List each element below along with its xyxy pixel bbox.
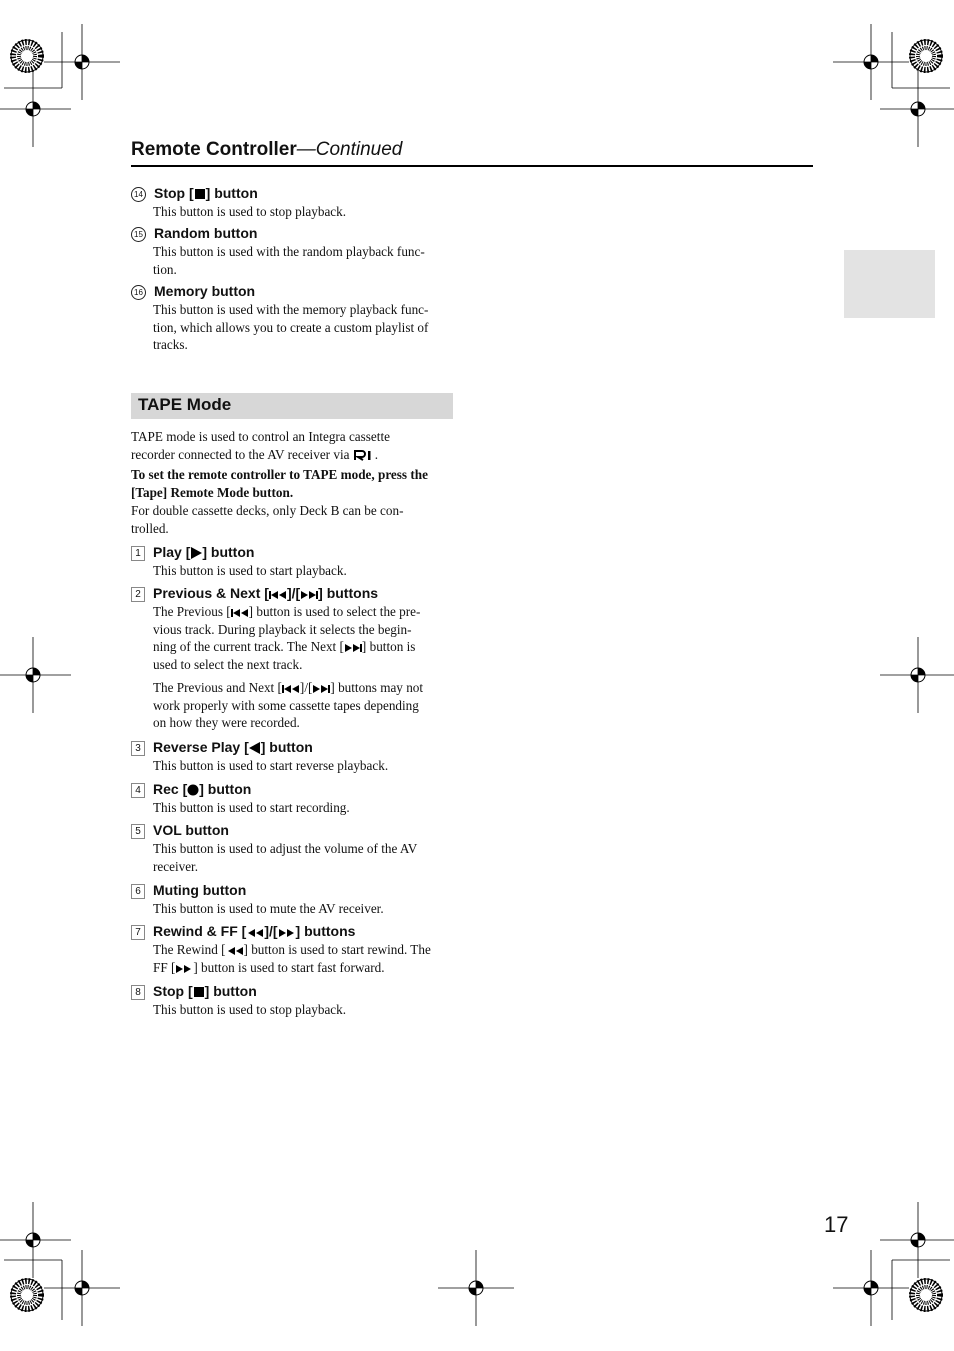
fast-forward-icon — [278, 928, 296, 938]
tape-item-4-desc: This button is used to start recording. — [153, 800, 350, 815]
item-number: 14 — [131, 187, 146, 202]
item-number: 3 — [131, 741, 145, 756]
item-number: 7 — [131, 925, 145, 940]
tape-item-5-desc: This button is used to adjust the volume of the AV receiver. — [153, 841, 418, 874]
tape-item-1-heading: 1 Play [ ] button — [131, 544, 254, 561]
page-number: 17 — [824, 1212, 849, 1237]
tape-intro: TAPE mode is used to control an Integra cassette recorder connected to the AV receiver via . — [131, 429, 390, 462]
tape-item-7-desc: The Rewind [ ] button is used to start rewind. The FF [ ] button is used to start fast forward. — [153, 942, 431, 975]
tape-item-4-heading: 4 Rec [ ] button — [131, 781, 251, 798]
cd-item-16-heading: 16 Memory button — [131, 283, 255, 300]
ri-logo-icon — [353, 449, 375, 461]
item-number: 16 — [131, 285, 146, 300]
cd-item-15-desc: This button is used with the random playback func- tion. — [153, 244, 425, 277]
rewind-icon — [246, 928, 264, 938]
cd-item-16-desc: This button is used with the memory playback func- tion, which allows you to create a custom playlist of tracks. — [153, 302, 429, 353]
tape-item-3-heading: 3 Reverse Play [ ] button — [131, 739, 313, 756]
page-header — [131, 139, 402, 161]
item-number: 2 — [131, 587, 145, 602]
tape-item-2-heading: 2 Previous & Next [ ]/[ ] buttons — [131, 585, 378, 602]
tape-item-8-heading: 8 Stop [ ] button — [131, 983, 257, 1000]
tape-item-2-desc: The Previous [ ] button is used to select the pre- vious track. During playback it selects the begin- ning of the current track. The Next [ ] button is used to select the next track. — [153, 604, 421, 673]
rewind-icon — [226, 946, 244, 956]
section-title: TAPE Mode — [138, 395, 232, 414]
stop-icon — [194, 188, 206, 200]
item-number: 1 — [131, 546, 145, 561]
tape-item-6-desc: This button is used to mute the AV receiver. — [153, 901, 384, 916]
previous-icon — [231, 608, 249, 618]
header-rule — [131, 165, 813, 167]
header-continued: —Continued — [296, 139, 403, 160]
play-icon — [190, 547, 202, 559]
tape-note: For double cassette decks, only Deck B can be con- trolled. — [131, 503, 404, 536]
fast-forward-icon — [175, 964, 193, 974]
item-number: 15 — [131, 227, 146, 242]
cd-item-15-heading: 15 Random button — [131, 225, 257, 242]
next-icon — [344, 643, 362, 653]
record-icon — [187, 784, 199, 796]
next-icon — [312, 684, 330, 694]
header-title: Remote Controller — [131, 139, 297, 160]
tape-item-7-heading: 7 Rewind & FF [ ]/[ ] buttons — [131, 923, 355, 940]
side-tab — [844, 250, 935, 318]
tape-item-5-heading: 5 VOL button — [131, 822, 229, 839]
cd-item-14-heading: 14 Stop [ ] button — [131, 185, 258, 202]
tape-item-8-desc: This button is used to stop playback. — [153, 1002, 347, 1017]
item-number: 6 — [131, 884, 145, 899]
reverse-play-icon — [249, 742, 261, 754]
stop-icon — [193, 986, 205, 998]
previous-icon — [269, 590, 287, 600]
item-number: 5 — [131, 824, 145, 839]
tape-instruction: To set the remote controller to TAPE mode, press the [Tape] Remote Mode button. — [131, 467, 428, 500]
tape-item-1-desc: This button is used to start playback. — [153, 563, 347, 578]
cd-item-14-desc: This button is used to stop playback. — [153, 204, 347, 219]
tape-item-2-note: The Previous and Next [ ]/[ ] buttons may not work properly with some cassette tapes depending on how they were recorded. — [153, 680, 424, 731]
previous-icon — [282, 684, 300, 694]
next-icon — [300, 590, 318, 600]
tape-item-3-desc: This button is used to start reverse playback. — [153, 758, 389, 773]
item-number: 8 — [131, 985, 145, 1000]
item-number: 4 — [131, 783, 145, 798]
tape-item-6-heading: 6 Muting button — [131, 882, 246, 899]
